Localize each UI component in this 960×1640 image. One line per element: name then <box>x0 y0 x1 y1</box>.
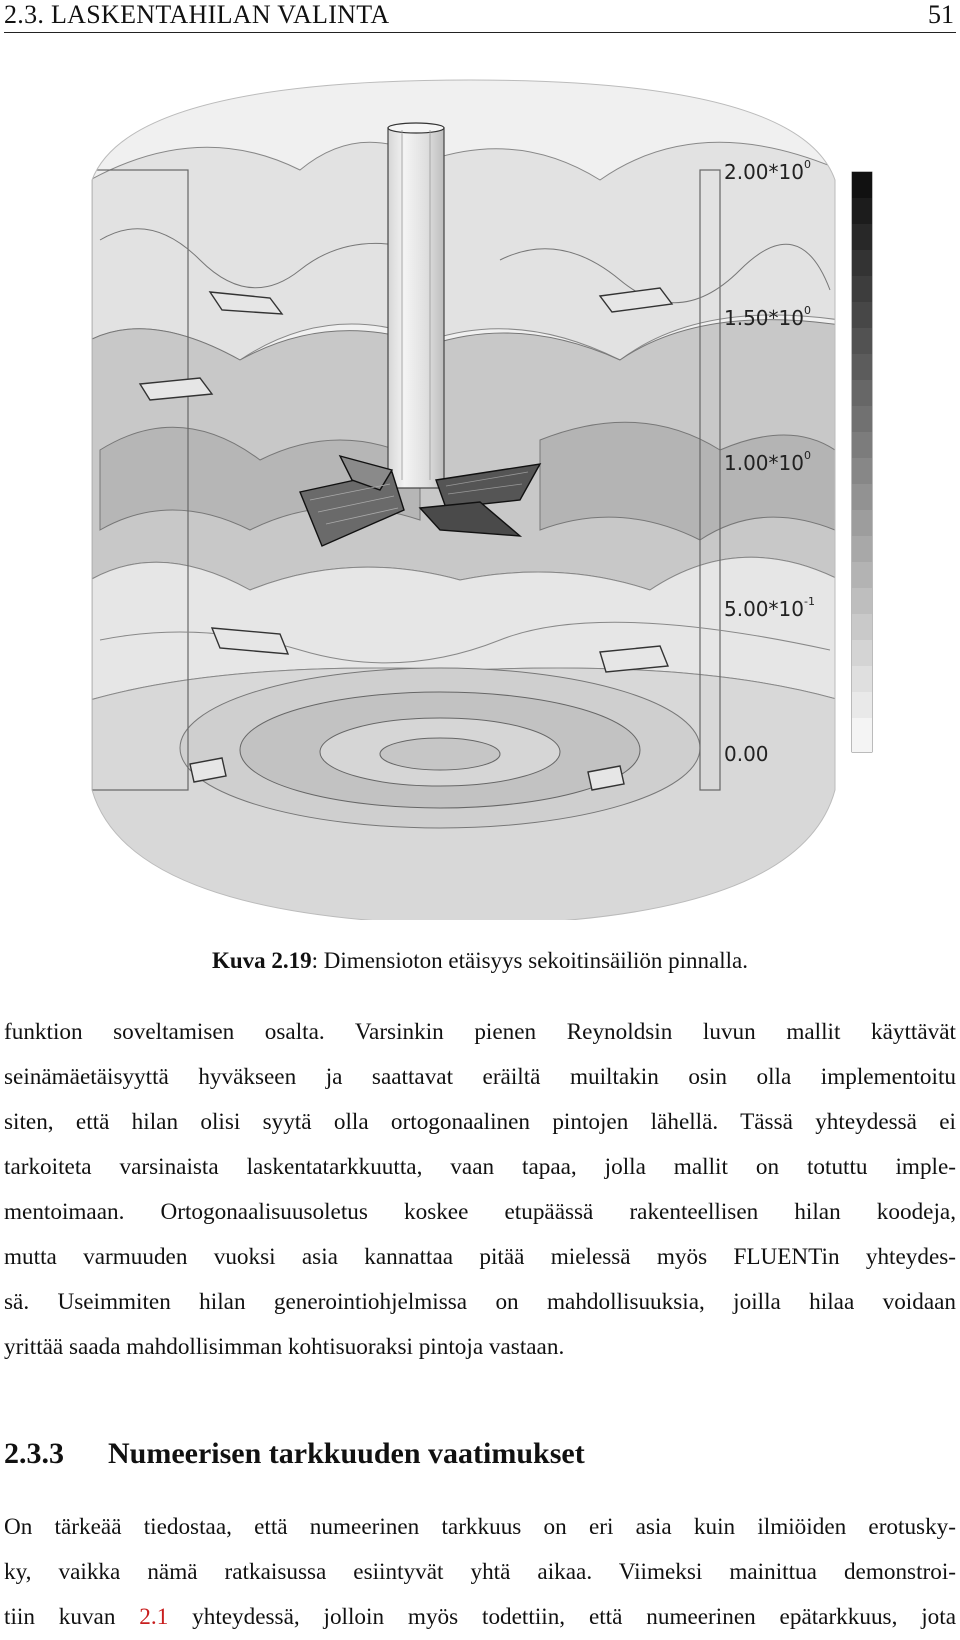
figure-caption-label: Kuva 2.19 <box>211 948 312 973</box>
paragraph-line: yrittää saada mahdollisimman kohtisuoraksi pintoja vastaan. <box>4 1334 565 1360</box>
section-heading <box>4 1437 585 1471</box>
figure-caption <box>0 948 960 974</box>
paragraph-line: funktion soveltamisen osalta. Varsinkin pienen Reynoldsin luvun mallit käyttävät <box>4 1019 956 1045</box>
legend-label-0-5: $5.00*10^{-1}$ <box>724 595 815 621</box>
tank-contour-plot <box>0 60 960 920</box>
legend-label-1-5: $1.50*10^0$ <box>724 304 811 330</box>
paragraph-line: ky, vaikka nämä ratkaisussa esiintyvät yhtä aikaa. Viimeksi mainittua demonstroi- <box>4 1559 956 1585</box>
paragraph-line-with-reference: tiin kuvan 2.1 yhteydessä, jolloin myös todettiin, että numeerinen epätarkkuus, jota <box>4 1604 956 1630</box>
header-page-number: 51 <box>928 0 954 29</box>
figure-mixing-tank <box>0 60 960 920</box>
section-title-text: Numeerisen tarkkuuden vaatimukset <box>108 1437 585 1470</box>
paragraph-line: mentoimaan. Ortogonaalisuusoletus koskee etupäässä rakenteellisen hilan koodeja, <box>4 1199 956 1225</box>
paragraph-line: siten, että hilan olisi syytä olla ortogonaalinen pintojen lähellä. Tässä yhteydessä ei <box>4 1109 956 1135</box>
header-section-title: 2.3. LASKENTAHILAN VALINTA <box>4 0 390 29</box>
paragraph-1 <box>4 1010 956 1370</box>
paragraph-2 <box>4 1505 956 1640</box>
legend-colorbar <box>852 172 872 752</box>
paragraph-line: mutta varmuuden vuoksi asia kannattaa pitää mielessä myös FLUENTin yhteydes- <box>4 1244 956 1270</box>
legend-label-min: 0.00 <box>724 742 769 766</box>
legend-label-max: $2.00*10^0$ <box>724 158 811 184</box>
running-header <box>4 0 956 33</box>
figure-caption-text: : Dimensioton etäisyys sekoitinsäiliön pinnalla. <box>311 948 748 973</box>
legend-label-1-0: $1.00*10^0$ <box>724 449 811 475</box>
paragraph-line: On tärkeää tiedostaa, että numeerinen tarkkuus on eri asia kuin ilmiöiden erotusky- <box>4 1514 956 1540</box>
paragraph-line: seinämäetäisyyttä hyväkseen ja saattavat eräiltä muiltakin osin olla implementoitu <box>4 1064 956 1090</box>
figure-reference-link[interactable]: 2.1 <box>139 1604 169 1630</box>
paragraph-line: sä. Useimmiten hilan generointiohjelmissa on mahdollisuuksia, joilla hilaa voidaan <box>4 1289 956 1315</box>
section-number: 2.3.3 <box>4 1437 64 1470</box>
impeller-shaft <box>388 123 444 488</box>
paragraph-line: tarkoiteta varsinaista laskentatarkkuutta, vaan tapaa, jolla mallit on totuttu imple- <box>4 1154 956 1180</box>
